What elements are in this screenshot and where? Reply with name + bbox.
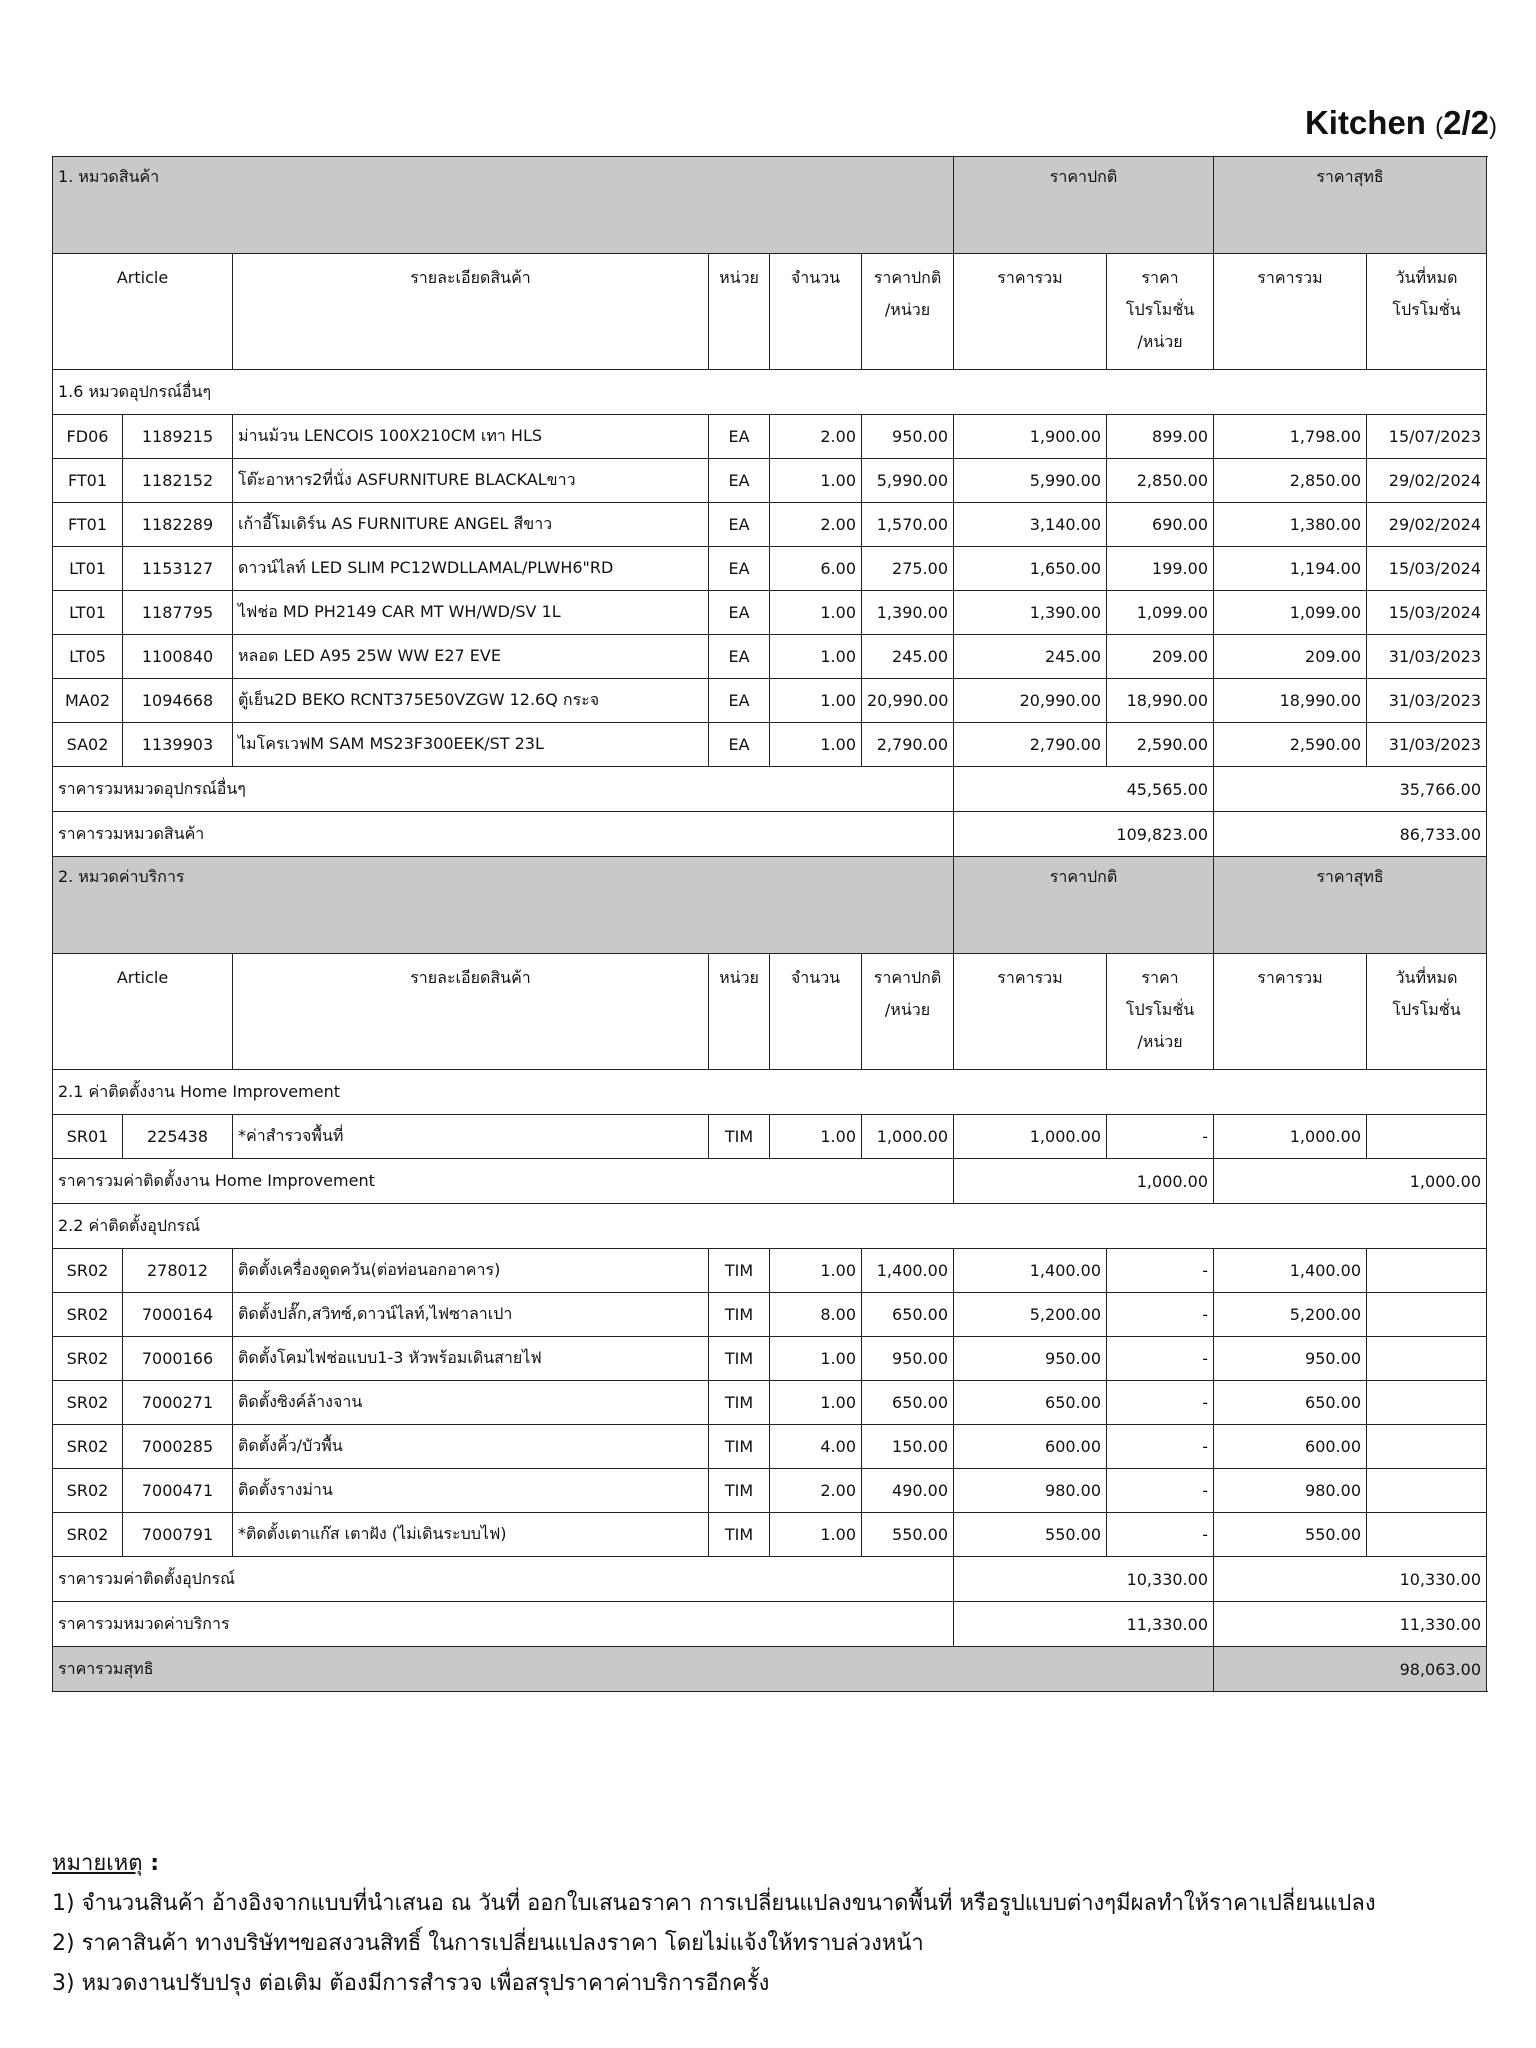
item-unit: EA (709, 415, 770, 459)
regular-price-header: ราคาปกติ (954, 857, 1214, 954)
notes-heading: หมายเหตุ (52, 1851, 143, 1876)
item-unit-price: 1,000.00 (862, 1115, 954, 1159)
total-regular: 1,000.00 (954, 1159, 1214, 1204)
col-article: Article (53, 954, 233, 1070)
item-code: SR02 (53, 1425, 123, 1469)
item-description: ติดตั้งคิ้ว/บัวพื้น (233, 1425, 709, 1469)
item-unit: TIM (709, 1293, 770, 1337)
item-total: 1,650.00 (954, 547, 1107, 591)
item-unit: EA (709, 547, 770, 591)
table-row (53, 635, 1487, 679)
title-page: 2/2 (1443, 104, 1489, 141)
item-promo-price: 18,990.00 (1107, 679, 1214, 723)
item-promo-price: 199.00 (1107, 547, 1214, 591)
col-unit: หน่วย (709, 254, 770, 370)
item-promo-price: 209.00 (1107, 635, 1214, 679)
item-promo-total: 1,798.00 (1214, 415, 1367, 459)
column-header-row (53, 254, 1487, 370)
item-promo-total: 209.00 (1214, 635, 1367, 679)
item-quantity: 2.00 (770, 1469, 862, 1513)
total-label: ราคารวมหมวดอุปกรณ์อื่นๆ (53, 767, 954, 812)
note-line-3: 3) หมวดงานปรับปรุง ต่อเติม ต้องมีการสำรวจ เพื่อสรุปราคาค่าบริการอีกครั้ง (52, 1971, 770, 1996)
item-total: 1,400.00 (954, 1249, 1107, 1293)
item-description: ไมโครเวฟM SAM MS23F300EEK/ST 23L (233, 723, 709, 767)
total-net: 1,000.00 (1214, 1159, 1487, 1204)
total-regular: 109,823.00 (954, 812, 1214, 857)
item-quantity: 4.00 (770, 1425, 862, 1469)
item-promo-price: - (1107, 1469, 1214, 1513)
total-label: ราคารวมค่าติดตั้งอุปกรณ์ (53, 1557, 954, 1602)
total-regular: 11,330.00 (954, 1602, 1214, 1647)
subsection-label: 2.2 ค่าติดตั้งอุปกรณ์ (53, 1204, 1487, 1249)
item-unit-price: 150.00 (862, 1425, 954, 1469)
table-row (53, 1115, 1487, 1159)
col-promo-end-date: วันที่หมด โปรโมชั่น (1367, 954, 1487, 1070)
item-unit: TIM (709, 1469, 770, 1513)
item-promo-price: 899.00 (1107, 415, 1214, 459)
item-code: SR02 (53, 1249, 123, 1293)
item-promo-total: 1,380.00 (1214, 503, 1367, 547)
item-promo-total: 600.00 (1214, 1425, 1367, 1469)
item-code: FT01 (53, 459, 123, 503)
item-article: 7000271 (123, 1381, 233, 1425)
total-label: ราคารวมหมวดค่าบริการ (53, 1602, 954, 1647)
item-unit-price: 650.00 (862, 1293, 954, 1337)
item-total: 600.00 (954, 1425, 1107, 1469)
item-unit: TIM (709, 1337, 770, 1381)
total-row (53, 1602, 1487, 1647)
total-net: 35,766.00 (1214, 767, 1487, 812)
item-description: ติดตั้งปลั๊ก,สวิทซ์,ดาวน์ไลท์,ไฟซาลาเปา (233, 1293, 709, 1337)
item-code: SR02 (53, 1469, 123, 1513)
item-promo-total: 2,850.00 (1214, 459, 1367, 503)
item-code: LT01 (53, 591, 123, 635)
grand-total-row (53, 1647, 1487, 1692)
item-article: 7000166 (123, 1337, 233, 1381)
item-total: 1,000.00 (954, 1115, 1107, 1159)
item-article: 1100840 (123, 635, 233, 679)
item-description: *ค่าสำรวจพื้นที่ (233, 1115, 709, 1159)
item-end-date (1367, 1293, 1487, 1337)
item-description: ดาวน์ไลท์ LED SLIM PC12WDLLAMAL/PLWH6"RD (233, 547, 709, 591)
item-unit-price: 650.00 (862, 1381, 954, 1425)
item-unit: EA (709, 591, 770, 635)
item-description: ติดตั้งโคมไฟช่อแบบ1-3 หัวพร้อมเดินสายไฟ (233, 1337, 709, 1381)
total-row (53, 767, 1487, 812)
item-promo-total: 5,200.00 (1214, 1293, 1367, 1337)
subsection-title (53, 1070, 1487, 1115)
table-row (53, 459, 1487, 503)
total-row (53, 1159, 1487, 1204)
col-promo-unit-price: ราคา โปรโมชั่น /หน่วย (1107, 254, 1214, 370)
item-promo-total: 980.00 (1214, 1469, 1367, 1513)
col-regular-unit-price: ราคาปกติ /หน่วย (862, 254, 954, 370)
col-quantity: จำนวน (770, 954, 862, 1070)
total-net: 11,330.00 (1214, 1602, 1487, 1647)
item-unit: TIM (709, 1381, 770, 1425)
item-unit-price: 950.00 (862, 415, 954, 459)
item-description: ม่านม้วน LENCOIS 100X210CM เทา HLS (233, 415, 709, 459)
item-total: 550.00 (954, 1513, 1107, 1557)
page-title: Kitchen (2/2) (1304, 104, 1497, 141)
item-unit-price: 5,990.00 (862, 459, 954, 503)
col-description: รายละเอียดสินค้า (233, 954, 709, 1070)
total-net: 86,733.00 (1214, 812, 1487, 857)
col-total: ราคารวม (954, 954, 1107, 1070)
table-row (53, 1337, 1487, 1381)
item-promo-total: 1,400.00 (1214, 1249, 1367, 1293)
subsection-title (53, 370, 1487, 415)
table-row (53, 1249, 1487, 1293)
col-promo-total: ราคารวม (1214, 254, 1367, 370)
table-row (53, 1293, 1487, 1337)
item-article: 1182152 (123, 459, 233, 503)
item-code: LT01 (53, 547, 123, 591)
table-row (53, 547, 1487, 591)
notes: หมายเหตุ : 1) จำนวนสินค้า อ้างอิงจากแบบที่นำเสนอ ณ วันที่ ออกใบเสนอราคา การเปลี่ยนแปลงขนาดพื้นที่ หรือรูปแบบต่างๆมีผลทำให้ราคาเปลี่ยนแปลง 2) ราคาสินค้า ทางบริษัทฯขอสงวนสิทธิ์ ในการเปลี่ยนแปลงราคา โดยไม่แจ้งให้ทราบล่วงหน้า 3) หมวดงานปรับปรุง ต่อเติม ต้องมีการสำรวจ เพื่อสรุปราคาค่าบริการอีกครั้ง (52, 1844, 1376, 2004)
item-article: 7000791 (123, 1513, 233, 1557)
total-regular: 45,565.00 (954, 767, 1214, 812)
total-label: ราคารวมหมวดสินค้า (53, 812, 954, 857)
item-description: ติดตั้งซิงค์ล้างจาน (233, 1381, 709, 1425)
item-unit-price: 2,790.00 (862, 723, 954, 767)
item-quantity: 6.00 (770, 547, 862, 591)
item-end-date: 15/03/2024 (1367, 547, 1487, 591)
item-code: FT01 (53, 503, 123, 547)
net-price-header: ราคาสุทธิ (1214, 157, 1487, 254)
col-quantity: จำนวน (770, 254, 862, 370)
item-quantity: 1.00 (770, 635, 862, 679)
item-quantity: 8.00 (770, 1293, 862, 1337)
item-end-date (1367, 1513, 1487, 1557)
item-quantity: 1.00 (770, 459, 862, 503)
regular-price-header: ราคาปกติ (954, 157, 1214, 254)
item-description: หลอด LED A95 25W WW E27 EVE (233, 635, 709, 679)
item-promo-price: - (1107, 1293, 1214, 1337)
item-unit: TIM (709, 1115, 770, 1159)
item-description: ตู้เย็น2D BEKO RCNT375E50VZGW 12.6Q กระจ (233, 679, 709, 723)
item-quantity: 2.00 (770, 415, 862, 459)
item-total: 950.00 (954, 1337, 1107, 1381)
item-quantity: 1.00 (770, 679, 862, 723)
item-description: ติดตั้งรางม่าน (233, 1469, 709, 1513)
item-end-date: 29/02/2024 (1367, 503, 1487, 547)
item-article: 7000285 (123, 1425, 233, 1469)
item-code: SR02 (53, 1381, 123, 1425)
item-end-date: 15/03/2024 (1367, 591, 1487, 635)
item-unit: EA (709, 503, 770, 547)
item-promo-total: 1,000.00 (1214, 1115, 1367, 1159)
item-total: 3,140.00 (954, 503, 1107, 547)
item-unit: EA (709, 635, 770, 679)
item-unit-price: 1,400.00 (862, 1249, 954, 1293)
column-header-row (53, 954, 1487, 1070)
item-end-date: 31/03/2023 (1367, 635, 1487, 679)
col-regular-unit-price: ราคาปกติ /หน่วย (862, 954, 954, 1070)
section-header (53, 857, 1487, 954)
subsection-title (53, 1204, 1487, 1249)
item-quantity: 2.00 (770, 503, 862, 547)
item-promo-price: 690.00 (1107, 503, 1214, 547)
item-promo-price: 1,099.00 (1107, 591, 1214, 635)
table-row (53, 503, 1487, 547)
item-end-date (1367, 1425, 1487, 1469)
item-article: 7000164 (123, 1293, 233, 1337)
grand-total-value: 98,063.00 (1214, 1647, 1487, 1692)
item-article: 1182289 (123, 503, 233, 547)
item-unit-price: 1,390.00 (862, 591, 954, 635)
item-unit-price: 20,990.00 (862, 679, 954, 723)
item-article: 7000471 (123, 1469, 233, 1513)
item-unit-price: 275.00 (862, 547, 954, 591)
item-end-date (1367, 1381, 1487, 1425)
item-code: LT05 (53, 635, 123, 679)
note-line-2: 2) ราคาสินค้า ทางบริษัทฯขอสงวนสิทธิ์ ในการเปลี่ยนแปลงราคา โดยไม่แจ้งให้ทราบล่วงหน้า (52, 1931, 924, 1956)
item-end-date: 31/03/2023 (1367, 723, 1487, 767)
item-quantity: 1.00 (770, 1513, 862, 1557)
grand-total-label: ราคารวมสุทธิ (53, 1647, 1214, 1692)
item-promo-total: 950.00 (1214, 1337, 1367, 1381)
table-row (53, 1469, 1487, 1513)
total-net: 10,330.00 (1214, 1557, 1487, 1602)
net-price-header: ราคาสุทธิ (1214, 857, 1487, 954)
item-promo-price: - (1107, 1337, 1214, 1381)
item-unit: EA (709, 459, 770, 503)
table-row (53, 415, 1487, 459)
item-promo-total: 1,099.00 (1214, 591, 1367, 635)
table-row (53, 1513, 1487, 1557)
item-promo-price: - (1107, 1381, 1214, 1425)
item-code: SR01 (53, 1115, 123, 1159)
item-description: ไฟช่อ MD PH2149 CAR MT WH/WD/SV 1L (233, 591, 709, 635)
table-row (53, 591, 1487, 635)
item-unit: TIM (709, 1249, 770, 1293)
item-unit: EA (709, 723, 770, 767)
col-promo-total: ราคารวม (1214, 954, 1367, 1070)
item-quantity: 1.00 (770, 723, 862, 767)
item-article: 1153127 (123, 547, 233, 591)
col-article: Article (53, 254, 233, 370)
total-label: ราคารวมค่าติดตั้งงาน Home Improvement (53, 1159, 954, 1204)
col-description: รายละเอียดสินค้า (233, 254, 709, 370)
item-unit-price: 245.00 (862, 635, 954, 679)
total-row (53, 812, 1487, 857)
item-total: 650.00 (954, 1381, 1107, 1425)
item-end-date: 29/02/2024 (1367, 459, 1487, 503)
item-unit: TIM (709, 1513, 770, 1557)
item-article: 278012 (123, 1249, 233, 1293)
item-total: 980.00 (954, 1469, 1107, 1513)
item-unit-price: 950.00 (862, 1337, 954, 1381)
item-quantity: 1.00 (770, 1115, 862, 1159)
subsection-label: 2.1 ค่าติดตั้งงาน Home Improvement (53, 1070, 1487, 1115)
col-promo-unit-price: ราคา โปรโมชั่น /หน่วย (1107, 954, 1214, 1070)
item-promo-price: 2,850.00 (1107, 459, 1214, 503)
item-promo-total: 550.00 (1214, 1513, 1367, 1557)
item-total: 5,990.00 (954, 459, 1107, 503)
item-total: 1,900.00 (954, 415, 1107, 459)
section-header (53, 157, 1487, 254)
item-code: FD06 (53, 415, 123, 459)
item-end-date: 31/03/2023 (1367, 679, 1487, 723)
item-total: 1,390.00 (954, 591, 1107, 635)
item-total: 245.00 (954, 635, 1107, 679)
note-line-1: 1) จำนวนสินค้า อ้างอิงจากแบบที่นำเสนอ ณ วันที่ ออกใบเสนอราคา การเปลี่ยนแปลงขนาดพื้นที่ หรือรูปแบบต่างๆมีผลทำให้ราคาเปลี่ยนแปลง (52, 1891, 1376, 1916)
item-description: เก้าอี้โมเดิร์น AS FURNITURE ANGEL สีขาว (233, 503, 709, 547)
table-row (53, 1425, 1487, 1469)
item-total: 2,790.00 (954, 723, 1107, 767)
total-regular: 10,330.00 (954, 1557, 1214, 1602)
item-unit-price: 1,570.00 (862, 503, 954, 547)
item-promo-price: - (1107, 1425, 1214, 1469)
table-row (53, 723, 1487, 767)
item-unit-price: 550.00 (862, 1513, 954, 1557)
item-quantity: 1.00 (770, 591, 862, 635)
item-promo-total: 1,194.00 (1214, 547, 1367, 591)
item-unit: EA (709, 679, 770, 723)
item-quantity: 1.00 (770, 1381, 862, 1425)
item-end-date (1367, 1337, 1487, 1381)
item-promo-total: 18,990.00 (1214, 679, 1367, 723)
item-unit: TIM (709, 1425, 770, 1469)
section1-title: 1. หมวดสินค้า (53, 157, 954, 254)
item-description: *ติดตั้งเตาแก๊ส เตาฝัง (ไม่เดินระบบไฟ) (233, 1513, 709, 1557)
item-promo-price: 2,590.00 (1107, 723, 1214, 767)
item-article: 225438 (123, 1115, 233, 1159)
quotation-table (52, 156, 1487, 1692)
item-end-date (1367, 1115, 1487, 1159)
table-row (53, 1381, 1487, 1425)
item-article: 1139903 (123, 723, 233, 767)
item-promo-price: - (1107, 1115, 1214, 1159)
item-quantity: 1.00 (770, 1337, 862, 1381)
item-promo-price: - (1107, 1249, 1214, 1293)
item-article: 1189215 (123, 415, 233, 459)
table-row (53, 679, 1487, 723)
title-name: Kitchen (1304, 104, 1426, 141)
item-end-date (1367, 1249, 1487, 1293)
item-end-date (1367, 1469, 1487, 1513)
col-unit: หน่วย (709, 954, 770, 1070)
item-promo-total: 2,590.00 (1214, 723, 1367, 767)
item-total: 20,990.00 (954, 679, 1107, 723)
col-total: ราคารวม (954, 254, 1107, 370)
section2-title: 2. หมวดค่าบริการ (53, 857, 954, 954)
total-row (53, 1557, 1487, 1602)
item-total: 5,200.00 (954, 1293, 1107, 1337)
item-promo-total: 650.00 (1214, 1381, 1367, 1425)
item-description: โต๊ะอาหาร2ที่นั่ง ASFURNITURE BLACKALขาว (233, 459, 709, 503)
item-promo-price: - (1107, 1513, 1214, 1557)
item-code: SR02 (53, 1293, 123, 1337)
item-code: SA02 (53, 723, 123, 767)
subsection-label: 1.6 หมวดอุปกรณ์อื่นๆ (53, 370, 1487, 415)
item-unit-price: 490.00 (862, 1469, 954, 1513)
item-article: 1094668 (123, 679, 233, 723)
item-code: MA02 (53, 679, 123, 723)
item-code: SR02 (53, 1513, 123, 1557)
item-quantity: 1.00 (770, 1249, 862, 1293)
item-code: SR02 (53, 1337, 123, 1381)
col-promo-end-date: วันที่หมด โปรโมชั่น (1367, 254, 1487, 370)
item-description: ติดตั้งเครื่องดูดควัน(ต่อท่อนอกอาคาร) (233, 1249, 709, 1293)
item-article: 1187795 (123, 591, 233, 635)
item-end-date: 15/07/2023 (1367, 415, 1487, 459)
